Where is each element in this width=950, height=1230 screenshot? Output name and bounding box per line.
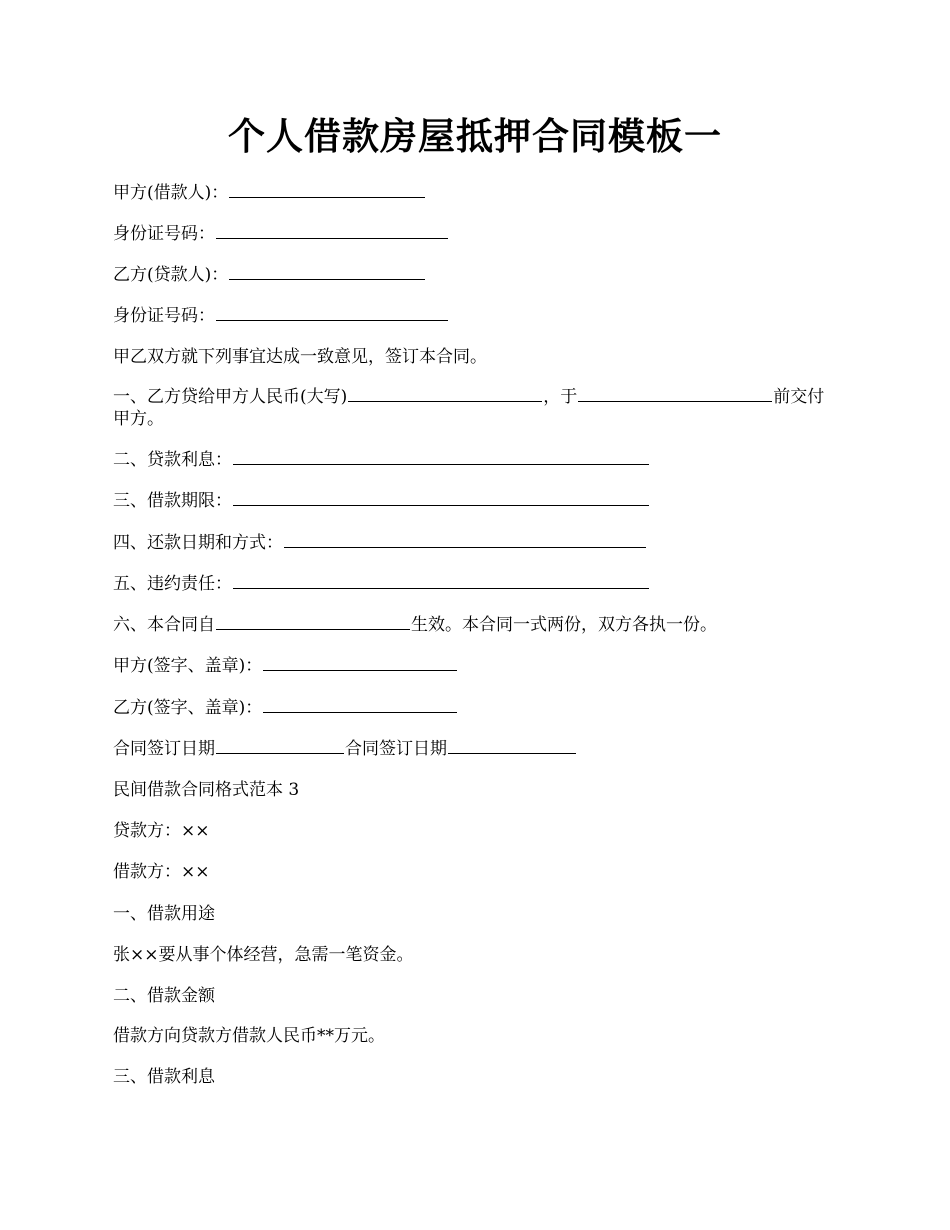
item4-blank[interactable] — [284, 532, 646, 548]
purpose-heading: 一、借款用途 — [113, 904, 215, 924]
amount-text: 借款方向贷款方借款人民币**万元。 — [113, 1026, 385, 1046]
party-a-id-line — [113, 223, 449, 245]
item2-label: 二、贷款利息： — [113, 450, 232, 470]
party-b-id-label: 身份证号码： — [113, 306, 215, 326]
item1-amount-blank[interactable] — [348, 386, 542, 402]
item3-blank[interactable] — [233, 490, 649, 506]
party-a-blank[interactable] — [229, 182, 425, 198]
item5-line — [113, 573, 650, 595]
item3-label: 三、借款期限： — [113, 491, 232, 511]
interest-heading: 三、借款利息 — [113, 1067, 215, 1087]
party-b-blank[interactable] — [229, 264, 425, 280]
item1-text-b: ，于 — [543, 387, 578, 407]
item2-blank[interactable] — [233, 449, 649, 465]
item1-paragraph — [113, 386, 838, 430]
date-line — [113, 738, 577, 760]
sign-b-line — [113, 697, 458, 719]
document-title: 个人借款房屋抵押合同模板一 — [228, 114, 722, 158]
item1-text-a: 一、乙方贷给甲方人民币(大写) — [113, 387, 348, 407]
item1-date-blank[interactable] — [578, 386, 772, 402]
date-b-label: 合同签订日期 — [345, 739, 447, 759]
item2-line — [113, 449, 650, 471]
sign-a-label: 甲方(签字、盖章)： — [113, 656, 263, 676]
purpose-text: 张××要从事个体经营，急需一笔资金。 — [113, 945, 414, 965]
party-a-id-label: 身份证号码： — [113, 224, 215, 244]
sign-b-blank[interactable] — [263, 697, 457, 713]
borrower-line: 借款方：×× — [113, 862, 210, 882]
party-b-id-blank[interactable] — [216, 305, 448, 321]
sample-title: 民间借款合同格式范本 3 — [113, 780, 300, 800]
amount-heading: 二、借款金额 — [113, 986, 215, 1006]
party-b-line — [113, 264, 426, 286]
date-b-blank[interactable] — [448, 738, 576, 754]
item4-label: 四、还款日期和方式： — [113, 533, 283, 553]
item1-text-c: 前交付甲方。 — [113, 387, 825, 429]
date-a-label: 合同签订日期 — [113, 739, 215, 759]
party-a-id-blank[interactable] — [216, 223, 448, 239]
item5-blank[interactable] — [233, 573, 649, 589]
item6-text-a: 六、本合同自 — [113, 615, 215, 635]
sign-b-label: 乙方(签字、盖章)： — [113, 698, 263, 718]
party-b-label: 乙方(贷款人)： — [113, 265, 229, 285]
party-a-label: 甲方(借款人)： — [113, 183, 229, 203]
sign-a-blank[interactable] — [263, 655, 457, 671]
item6-date-blank[interactable] — [216, 614, 410, 630]
party-b-id-line — [113, 305, 449, 327]
item6-line — [113, 614, 717, 636]
party-a-line — [113, 182, 426, 204]
item5-label: 五、违约责任： — [113, 574, 232, 594]
sign-a-line — [113, 655, 458, 677]
lender-line: 贷款方：×× — [113, 821, 210, 841]
date-a-blank[interactable] — [216, 738, 344, 754]
agreement-text: 甲乙双方就下列事宜达成一致意见，签订本合同。 — [113, 347, 487, 367]
item6-text-b: 生效。本合同一式两份，双方各执一份。 — [411, 615, 717, 635]
item3-line — [113, 490, 650, 512]
item4-line — [113, 532, 647, 554]
